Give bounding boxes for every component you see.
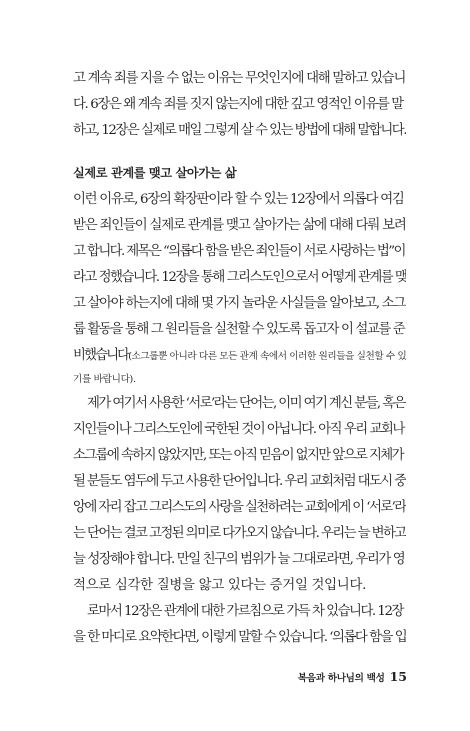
text-line: 을 한 마디로 요약한다면, 이렇게 말할 수 있습니다. ‘의롭다 함을 입	[73, 630, 406, 645]
text-line: 지인들이나 그리스도인에 국한된 것이 아닙니다. 아직 우리 교회나	[73, 422, 404, 437]
parenthetical-note-continued: 기를 바랍니다).	[73, 374, 136, 385]
text-line: 고 합니다. 제목은 “의롭다 함을 받은 죄인들이 서로 사랑하는 법”이	[73, 244, 405, 259]
page-footer	[295, 669, 407, 687]
text-line: 늘 성장해야 합니다. 만일 친구의 범위가 늘 그대로라면, 우리가 영	[73, 552, 405, 567]
text-line: 로마서 12장은 관계에 대한 가르침으로 가득 차 있습니다. 12장	[87, 604, 403, 619]
section-heading: 실제로 관계를 맺고 살아가는 삶	[73, 166, 237, 180]
text-line: 라고 정했습니다. 12장을 통해 그리스도인으로서 어떻게 관계를 맺	[73, 270, 406, 285]
text-line: 적으로 심각한 질병을 앓고 있다는 증거일 것입니다.	[73, 578, 367, 593]
text-line: 받은 죄인들이 실제로 관계를 맺고 살아가는 삶에 대해 다뤄 보려	[73, 218, 406, 233]
text-line: 는 단어는 결코 고정된 의미로 다가오지 않습니다. 우리는 늘 변하고	[73, 526, 406, 541]
text-line: 이런 이유로, 6장의 확장판이라 할 수 있는 12장에서 의롭다 여김	[73, 192, 404, 207]
running-footer-title: 복음과 하나님의 백성	[297, 673, 385, 684]
page-number: 15	[389, 669, 407, 684]
parenthetical-note: (소그룹뿐 아니라 다른 모든 관계 속에서 이러한 원리들을 실천할 수 있	[128, 351, 406, 362]
text-line: 될 분들도 염두에 두고 사용한 단어입니다. 우리 교회처럼 대도시 중	[73, 474, 406, 489]
text-line: 소그룹에 속하지 않았지만, 또는 아직 믿음이 없지만 앞으로 지체가	[73, 448, 403, 463]
text-line: 룹 활동을 통해 그 원리들을 실천할 수 있도록 돕고자 이 설교를 준	[73, 322, 405, 337]
text-main: 비했습니다	[73, 348, 129, 363]
text-line	[73, 345, 406, 368]
text-line: 고 살아야 하는지에 대해 몇 가지 놀라운 사실들을 알아보고, 소그	[73, 296, 406, 311]
text-line: 하고, 12장은 실제로 매일 그렇게 살 수 있는 방법에 대해 말합니다.	[73, 123, 406, 138]
text-line: 고 계속 죄를 지을 수 없는 이유는 무엇인지에 대해 말하고 있습니	[73, 71, 406, 86]
text-line: 다. 6장은 왜 계속 죄를 짓지 않는지에 대한 깊고 영적인 이유를 말	[73, 97, 403, 112]
text-line: 앙에 자리 잡고 그리스도의 사랑을 실천하려는 교회에게 이 ‘서로’라	[73, 500, 406, 515]
text-line: 제가 여기서 사용한 ‘서로’라는 단어는, 이미 여기 계신 분들, 혹은	[87, 396, 405, 411]
